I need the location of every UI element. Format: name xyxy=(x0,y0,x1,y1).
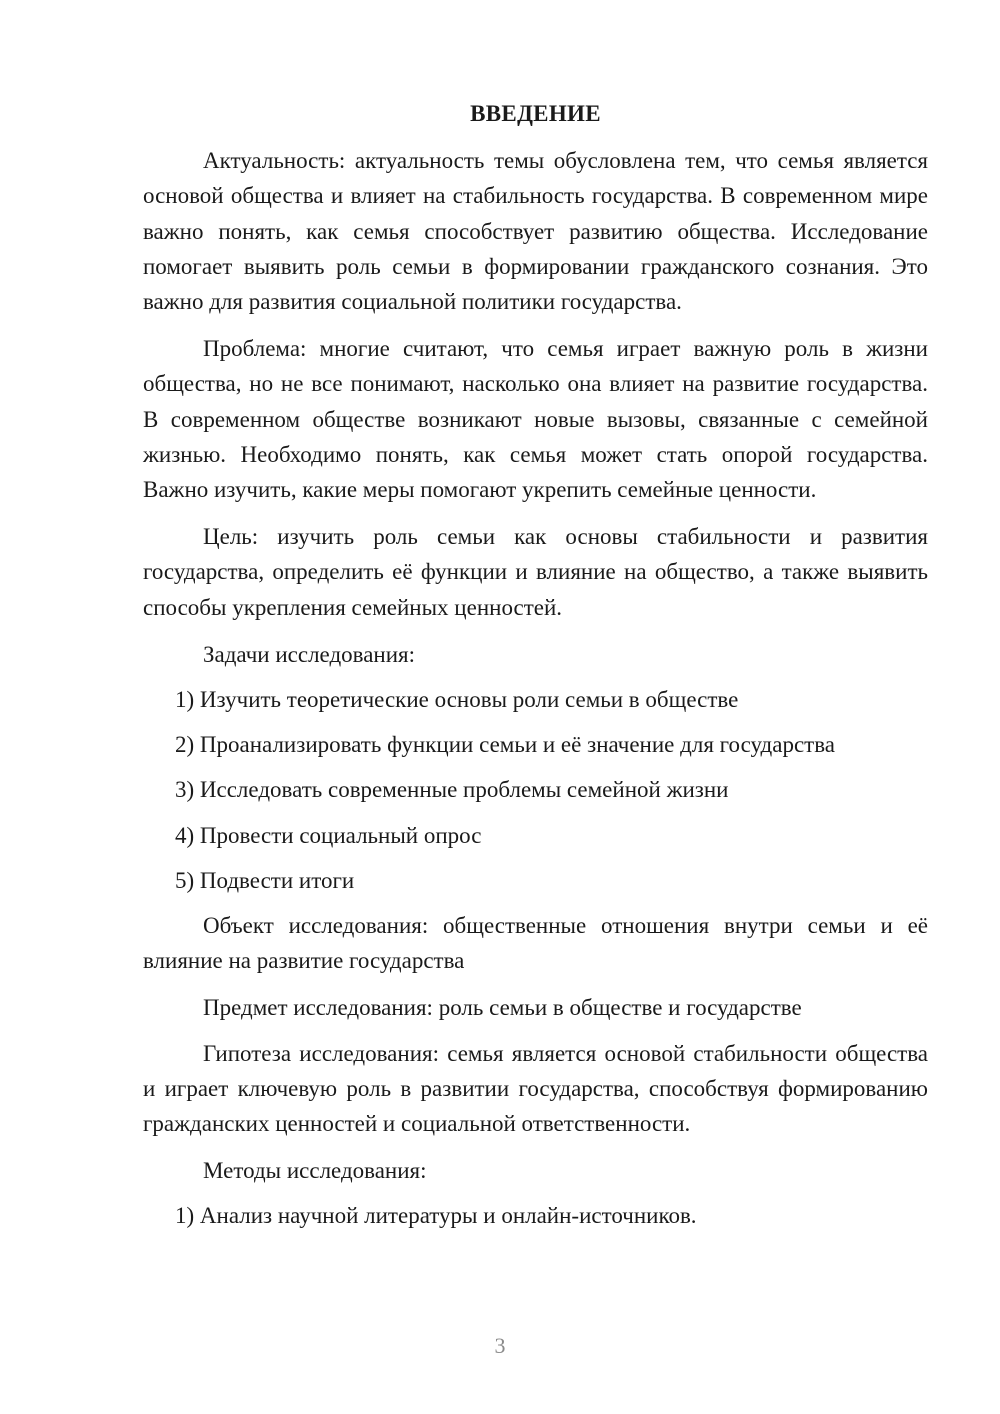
section-title: ВВЕДЕНИЕ xyxy=(470,101,601,126)
tasks-list xyxy=(143,682,928,898)
object-paragraph: Объект исследования: общественные отношения внутри семьи и её влияние на развитие государства xyxy=(143,913,928,974)
list-item: 5) Подвести итоги xyxy=(175,867,355,893)
hypothesis-paragraph: Гипотеза исследования: семья является основой стабильности общества и играет ключевую роль в развитии государства, способствуя формированию гражданских ценностей и социальной ответственности. xyxy=(143,1040,928,1137)
tasks-heading: Задачи исследования: xyxy=(203,641,416,667)
list-item: 1) Анализ научной литературы и онлайн-источников. xyxy=(175,1203,697,1229)
subject-paragraph: Предмет исследования: роль семьи в обществе и государстве xyxy=(203,995,802,1021)
relevance-paragraph: Актуальность: актуальность темы обусловлена тем, что семья является основой общества и влияет на стабильность государства. В современном мире важно понять, как семья способствует развитию общества. Исследование помогает выявить роль семьи в формировании гражданского сознания. Это важно для развития социальной политики государства. xyxy=(143,148,928,315)
page-content xyxy=(143,96,928,1244)
methods-heading: Методы исследования: xyxy=(203,1158,427,1184)
list-item: 2) Проанализировать функции семьи и её значение для государства xyxy=(175,732,835,758)
list-item: 4) Провести социальный опрос xyxy=(175,822,482,848)
list-item: 3) Исследовать современные проблемы семейной жизни xyxy=(175,777,729,803)
methods-list xyxy=(143,1198,928,1233)
problem-paragraph: Проблема: многие считают, что семья играет важную роль в жизни общества, но не все понимают, насколько она влияет на развитие государства. В современном обществе возникают новые вызовы, связанные с семейной жизнью. Необходимо понять, как семья может стать опорой государства. Важно изучить, какие меры помогают укрепить семейные ценности. xyxy=(143,336,928,503)
goal-paragraph: Цель: изучить роль семьи как основы стабильности и развития государства, определить её функции и влияние на общество, а также выявить способы укрепления семейных ценностей. xyxy=(143,524,928,620)
page-number: 3 xyxy=(494,1333,506,1358)
list-item: 1) Изучить теоретические основы роли семьи в обществе xyxy=(175,687,739,713)
